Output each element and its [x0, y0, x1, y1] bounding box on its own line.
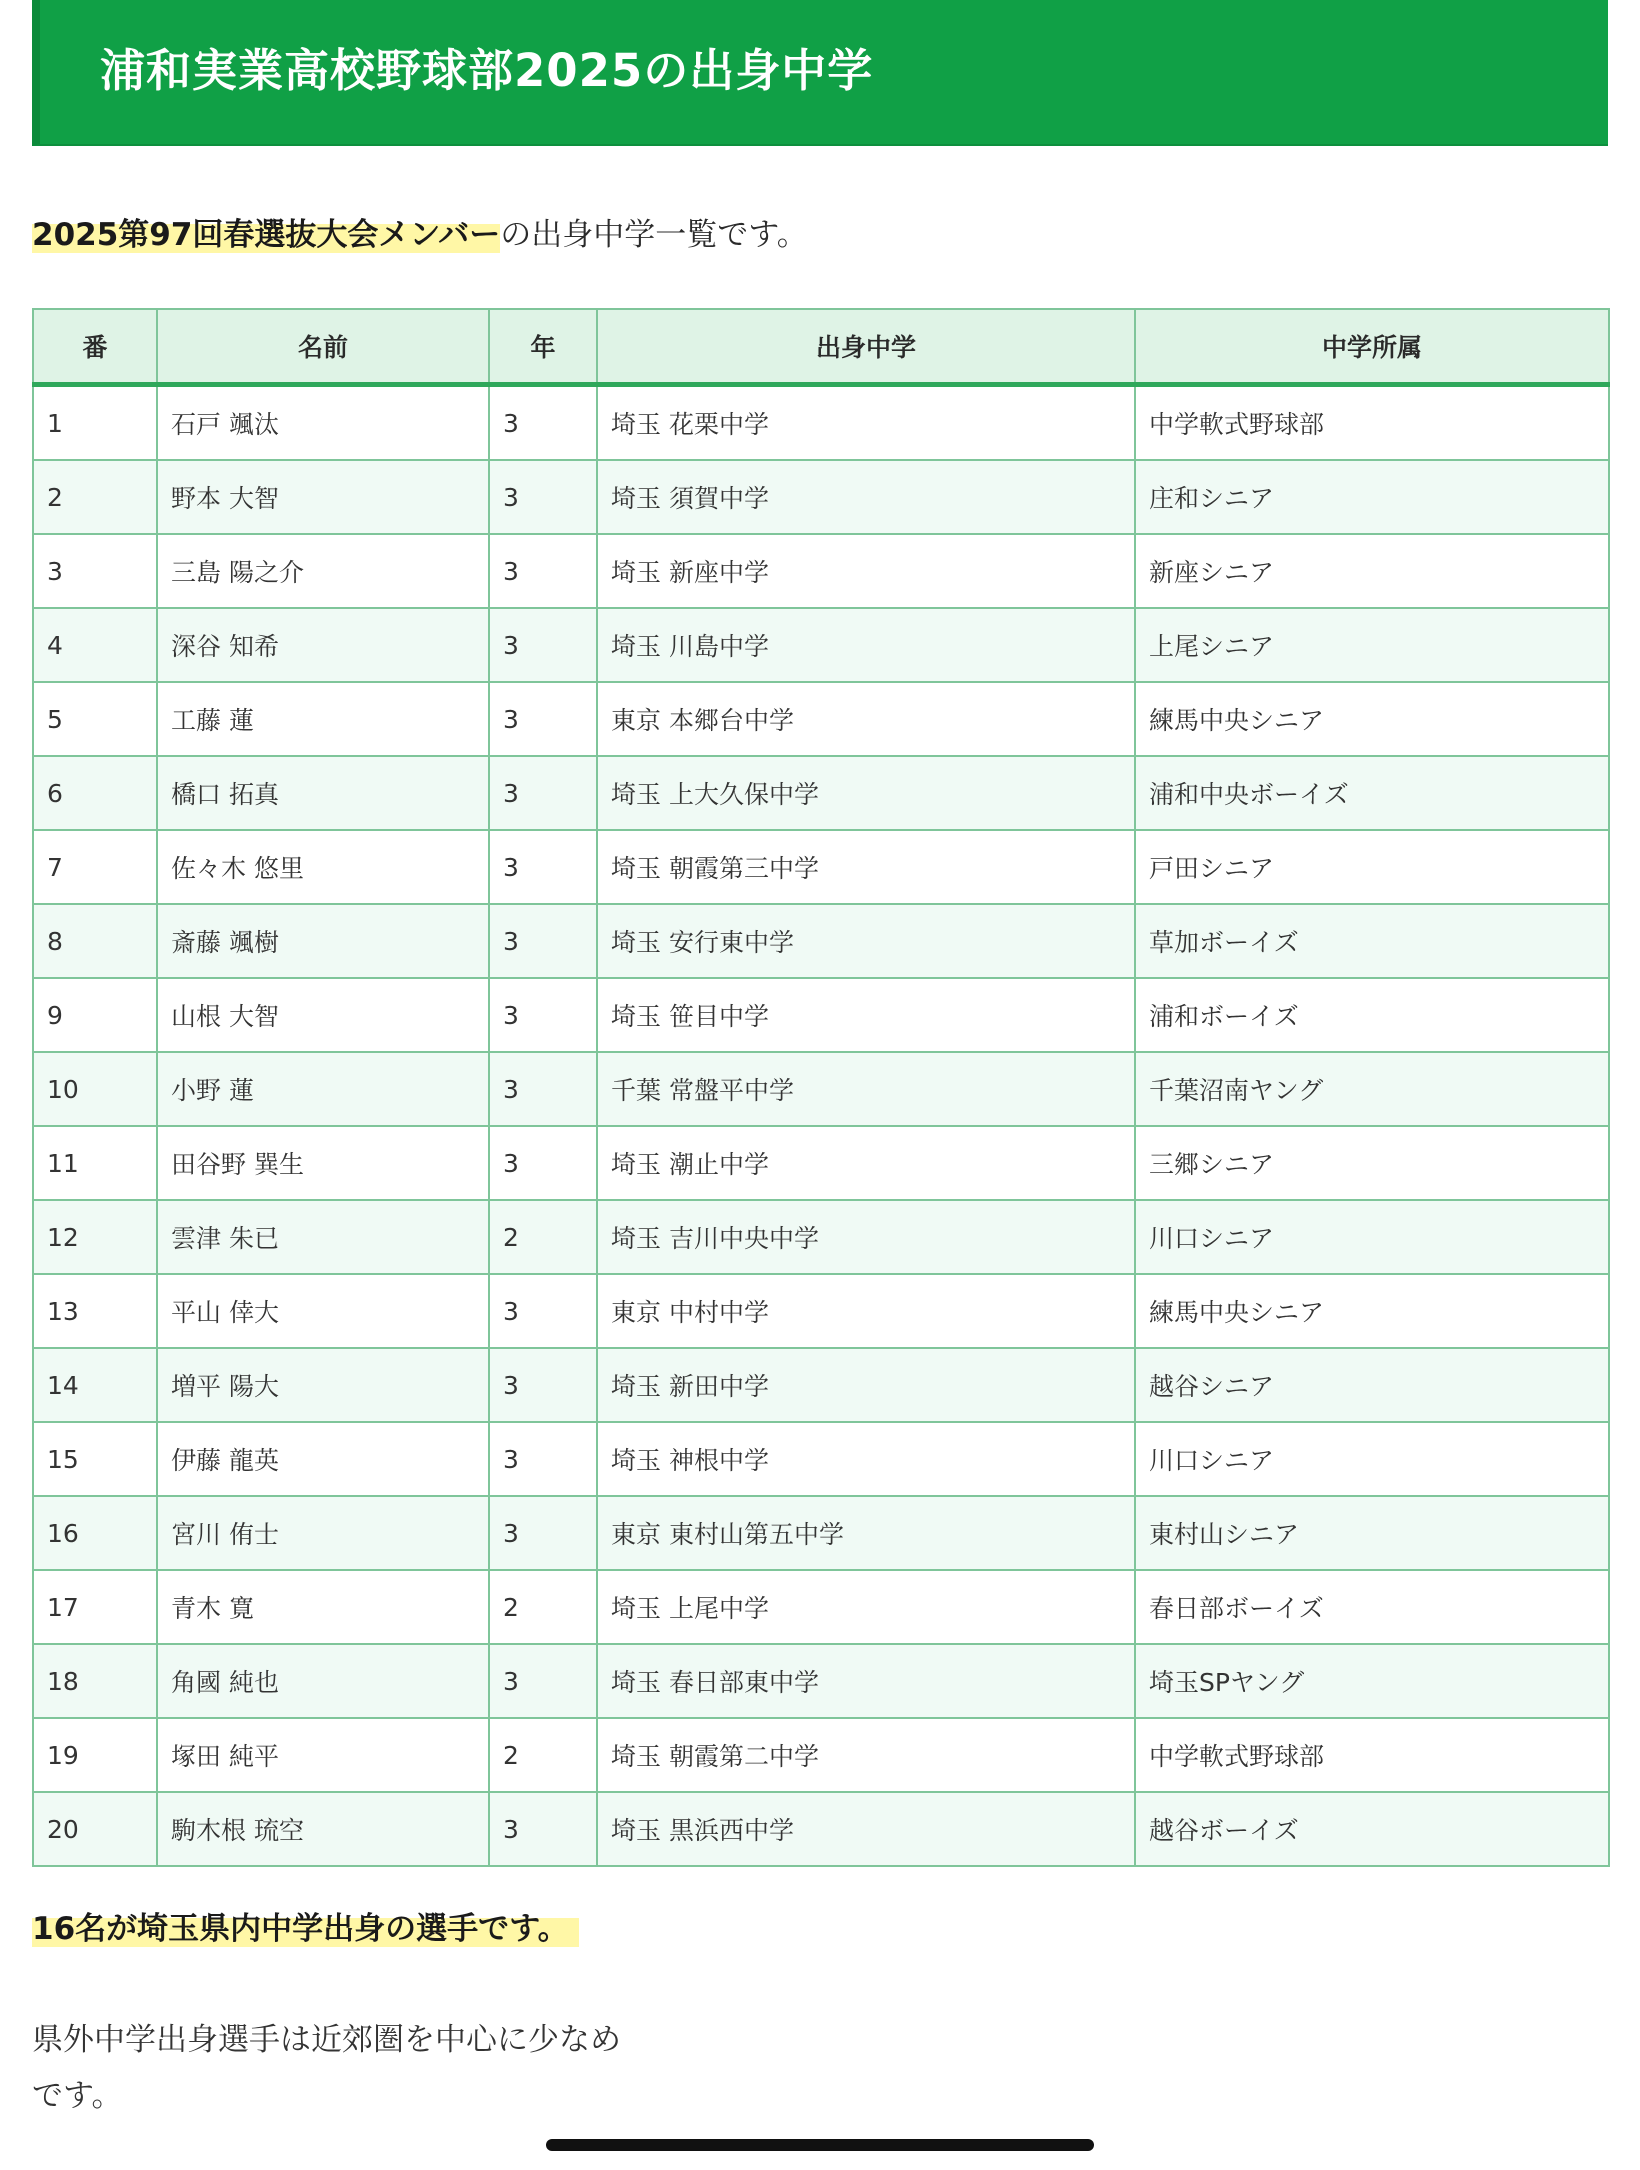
cell-name: 三島 陽之介 — [157, 534, 489, 608]
page-title-bar — [32, 0, 1608, 146]
cell-number: 12 — [33, 1200, 157, 1274]
table-row — [33, 1570, 1609, 1644]
summary-highlight: 16名が埼玉県内中学出身の選手です。 — [32, 1911, 579, 1947]
cell-year: 3 — [489, 682, 597, 756]
cell-name: 雲津 朱已 — [157, 1200, 489, 1274]
column-header-club: 中学所属 — [1135, 309, 1609, 385]
cell-name: 小野 蓮 — [157, 1052, 489, 1126]
cell-year: 3 — [489, 460, 597, 534]
column-header-year: 年 — [489, 309, 597, 385]
cell-number: 14 — [33, 1348, 157, 1422]
cell-number: 18 — [33, 1644, 157, 1718]
table-row — [33, 385, 1609, 461]
cell-number: 15 — [33, 1422, 157, 1496]
cell-name: 石戸 颯汰 — [157, 385, 489, 461]
table-row — [33, 608, 1609, 682]
cell-junior-high: 埼玉 新座中学 — [597, 534, 1135, 608]
cell-name: 工藤 蓮 — [157, 682, 489, 756]
cell-club: 上尾シニア — [1135, 608, 1609, 682]
cell-year: 3 — [489, 1052, 597, 1126]
cell-club: 越谷シニア — [1135, 1348, 1609, 1422]
note-line-1: 県外中学出身選手は近郊圏を中心に少なめ — [32, 2022, 621, 2058]
table-row — [33, 1792, 1609, 1866]
cell-junior-high: 埼玉 朝霞第三中学 — [597, 830, 1135, 904]
cell-name: 青木 寛 — [157, 1570, 489, 1644]
cell-club: 埼玉SPヤング — [1135, 1644, 1609, 1718]
cell-year: 3 — [489, 385, 597, 461]
table-row — [33, 1274, 1609, 1348]
table-row — [33, 1200, 1609, 1274]
cell-club: 庄和シニア — [1135, 460, 1609, 534]
cell-number: 4 — [33, 608, 157, 682]
cell-club: 練馬中央シニア — [1135, 682, 1609, 756]
cell-number: 2 — [33, 460, 157, 534]
cell-junior-high: 埼玉 笹目中学 — [597, 978, 1135, 1052]
cell-club: 中学軟式野球部 — [1135, 385, 1609, 461]
cell-name: 宮川 侑士 — [157, 1496, 489, 1570]
cell-club: 戸田シニア — [1135, 830, 1609, 904]
cell-number: 17 — [33, 1570, 157, 1644]
cell-club: 新座シニア — [1135, 534, 1609, 608]
cell-junior-high: 埼玉 黒浜西中学 — [597, 1792, 1135, 1866]
cell-number: 19 — [33, 1718, 157, 1792]
table-row — [33, 1718, 1609, 1792]
table-row — [33, 460, 1609, 534]
note-line-2: です。 — [32, 2078, 123, 2114]
cell-number: 16 — [33, 1496, 157, 1570]
table-row — [33, 1422, 1609, 1496]
cell-name: 増平 陽大 — [157, 1348, 489, 1422]
cell-year: 3 — [489, 1792, 597, 1866]
cell-year: 3 — [489, 534, 597, 608]
cell-club: 千葉沼南ヤング — [1135, 1052, 1609, 1126]
table-row — [33, 682, 1609, 756]
cell-club: 浦和中央ボーイズ — [1135, 756, 1609, 830]
column-header-name: 名前 — [157, 309, 489, 385]
cell-year: 3 — [489, 1274, 597, 1348]
cell-club: 三郷シニア — [1135, 1126, 1609, 1200]
cell-year: 3 — [489, 904, 597, 978]
cell-junior-high: 埼玉 神根中学 — [597, 1422, 1135, 1496]
cell-name: 平山 倖大 — [157, 1274, 489, 1348]
cell-club: 東村山シニア — [1135, 1496, 1609, 1570]
intro-rest: の出身中学一覧です。 — [500, 217, 808, 253]
cell-year: 3 — [489, 1422, 597, 1496]
cell-number: 7 — [33, 830, 157, 904]
cell-name: 橋口 拓真 — [157, 756, 489, 830]
cell-number: 1 — [33, 385, 157, 461]
cell-junior-high: 埼玉 須賀中学 — [597, 460, 1135, 534]
table-row — [33, 534, 1609, 608]
cell-junior-high: 埼玉 川島中学 — [597, 608, 1135, 682]
table-row — [33, 756, 1609, 830]
cell-name: 山根 大智 — [157, 978, 489, 1052]
cell-number: 5 — [33, 682, 157, 756]
cell-junior-high: 東京 本郷台中学 — [597, 682, 1135, 756]
cell-name: 田谷野 巽生 — [157, 1126, 489, 1200]
roster-table — [32, 308, 1610, 1867]
cell-club: 川口シニア — [1135, 1422, 1609, 1496]
cell-year: 3 — [489, 1496, 597, 1570]
cell-club: 川口シニア — [1135, 1200, 1609, 1274]
table-row — [33, 904, 1609, 978]
table-row — [33, 1348, 1609, 1422]
column-header-number: 番 — [33, 309, 157, 385]
cell-name: 斎藤 颯樹 — [157, 904, 489, 978]
cell-year: 3 — [489, 978, 597, 1052]
cell-name: 野本 大智 — [157, 460, 489, 534]
cell-year: 3 — [489, 1644, 597, 1718]
cell-name: 塚田 純平 — [157, 1718, 489, 1792]
cell-club: 草加ボーイズ — [1135, 904, 1609, 978]
cell-club: 練馬中央シニア — [1135, 1274, 1609, 1348]
cell-year: 2 — [489, 1718, 597, 1792]
cell-number: 13 — [33, 1274, 157, 1348]
cell-year: 2 — [489, 1200, 597, 1274]
cell-junior-high: 東京 東村山第五中学 — [597, 1496, 1135, 1570]
table-row — [33, 978, 1609, 1052]
cell-number: 20 — [33, 1792, 157, 1866]
page-title: 浦和実業高校野球部2025の出身中学 — [100, 44, 874, 97]
cell-club: 浦和ボーイズ — [1135, 978, 1609, 1052]
cell-name: 駒木根 琉空 — [157, 1792, 489, 1866]
table-row — [33, 1126, 1609, 1200]
cell-junior-high: 埼玉 朝霞第二中学 — [597, 1718, 1135, 1792]
table-row — [33, 1496, 1609, 1570]
cell-junior-high: 埼玉 花栗中学 — [597, 385, 1135, 461]
roster-table-body — [33, 385, 1609, 1867]
cell-year: 3 — [489, 1126, 597, 1200]
cell-number: 8 — [33, 904, 157, 978]
cell-name: 深谷 知希 — [157, 608, 489, 682]
cell-number: 6 — [33, 756, 157, 830]
column-header-junior-high: 出身中学 — [597, 309, 1135, 385]
cell-year: 3 — [489, 608, 597, 682]
cell-year: 3 — [489, 756, 597, 830]
cell-junior-high: 東京 中村中学 — [597, 1274, 1135, 1348]
cell-year: 2 — [489, 1570, 597, 1644]
table-header-row — [33, 309, 1609, 385]
cell-number: 9 — [33, 978, 157, 1052]
intro-text — [32, 210, 808, 260]
cell-club: 春日部ボーイズ — [1135, 1570, 1609, 1644]
cell-number: 11 — [33, 1126, 157, 1200]
home-indicator[interactable] — [546, 2139, 1094, 2151]
cell-name: 伊藤 龍英 — [157, 1422, 489, 1496]
intro-highlight: 2025第97回春選抜大会メンバー — [32, 217, 501, 253]
cell-number: 10 — [33, 1052, 157, 1126]
table-row — [33, 1644, 1609, 1718]
cell-name: 佐々木 悠里 — [157, 830, 489, 904]
cell-year: 3 — [489, 1348, 597, 1422]
cell-name: 角國 純也 — [157, 1644, 489, 1718]
cell-junior-high: 埼玉 潮止中学 — [597, 1126, 1135, 1200]
cell-junior-high: 埼玉 新田中学 — [597, 1348, 1135, 1422]
cell-junior-high: 埼玉 吉川中央中学 — [597, 1200, 1135, 1274]
cell-club: 中学軟式野球部 — [1135, 1718, 1609, 1792]
note-paragraph — [32, 2012, 732, 2124]
cell-number: 3 — [33, 534, 157, 608]
cell-junior-high: 千葉 常盤平中学 — [597, 1052, 1135, 1126]
table-row — [33, 830, 1609, 904]
summary-text — [32, 1904, 579, 1954]
cell-junior-high: 埼玉 春日部東中学 — [597, 1644, 1135, 1718]
roster-table-wrapper — [32, 308, 1608, 1867]
cell-year: 3 — [489, 830, 597, 904]
cell-junior-high: 埼玉 上尾中学 — [597, 1570, 1135, 1644]
cell-junior-high: 埼玉 安行東中学 — [597, 904, 1135, 978]
cell-club: 越谷ボーイズ — [1135, 1792, 1609, 1866]
table-row — [33, 1052, 1609, 1126]
cell-junior-high: 埼玉 上大久保中学 — [597, 756, 1135, 830]
